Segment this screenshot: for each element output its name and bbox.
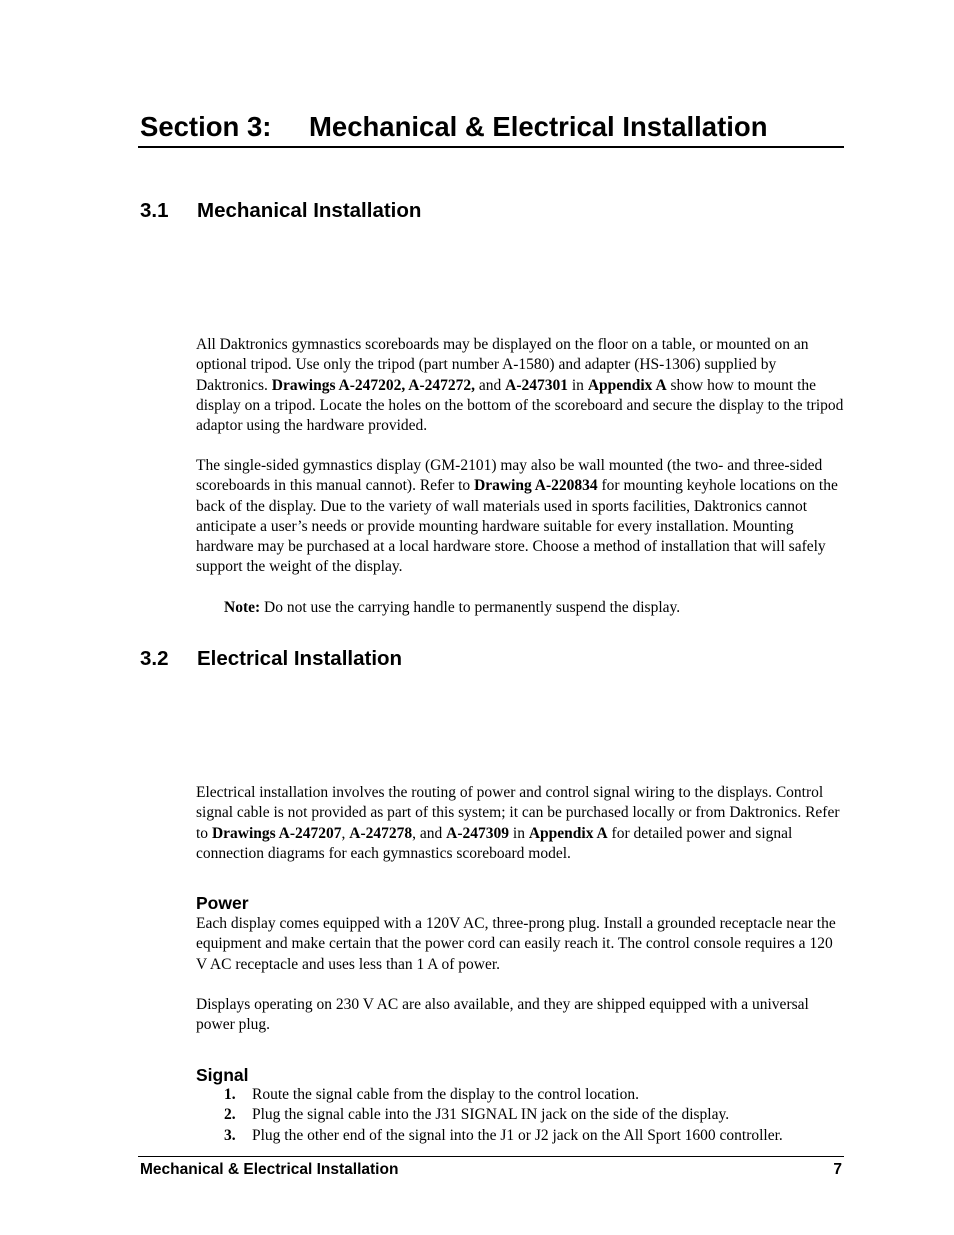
note-label: Note: [224, 599, 261, 616]
note [224, 598, 844, 618]
text-run: Electrical installation involves the routing of power and control signal wiring to the displays. Control signal cable is not provided as part of this system; it can be purchased locally or from Daktronics. Refer to [196, 784, 840, 842]
drawing-reference: A-247301 [505, 376, 568, 394]
heading-text: Mechanical Installation [197, 199, 422, 222]
step-number: 2. [224, 1106, 236, 1124]
heading-number: 3.2 [140, 647, 169, 670]
list-item [224, 1105, 846, 1125]
heading-text: Electrical Installation [197, 647, 403, 670]
electrical-paragraph-intro [196, 783, 846, 864]
text-run: for detailed power and signal connection diagrams for each gymnastics scoreboard model. [196, 824, 793, 862]
step-number: 3. [224, 1126, 236, 1144]
subheading-signal: Signal [196, 1065, 249, 1085]
step-text: Route the signal cable from the display to the control location. [252, 1086, 639, 1103]
page-number: 7 [833, 1161, 842, 1178]
drawing-reference: Drawings A-247207 [211, 824, 342, 842]
text-run: , [341, 824, 350, 842]
power-paragraph-230v: Displays operating on 230 V AC are also available, and they are shipped equipped with a universal power plug. [196, 996, 809, 1034]
text-run: and [475, 376, 506, 394]
step-number: 1. [224, 1086, 236, 1103]
text-run: All Daktronics gymnastics scoreboards may be displayed on the floor on a table, or mounted on an optional tripod. Use only the tripod (part number A-1580) and adapter (HS-1306) supplied by Daktronics. [196, 336, 809, 394]
heading-electrical-installation [140, 647, 402, 671]
title-rule [138, 146, 844, 148]
mechanical-paragraph-wall-mount [196, 456, 846, 578]
section-number: Section 3: [140, 111, 272, 142]
appendix-reference: Appendix A [587, 376, 667, 394]
step-text: Plug the other end of the signal into the J1 or J2 jack on the All Sport 1600 controller. [252, 1126, 783, 1144]
list-item [224, 1126, 846, 1146]
text-run: in [509, 824, 529, 842]
text-run: show how to mount the display on a tripod. Locate the holes on the bottom of the scoreboard and secure the display to the tripod adaptor using the hardware provided. [196, 376, 844, 435]
section-title-text: Mechanical & Electrical Installation [309, 111, 768, 142]
mechanical-paragraph-tripod [196, 335, 846, 436]
footer-title: Mechanical & Electrical Installation [140, 1161, 399, 1178]
appendix-reference: Appendix A [528, 824, 608, 842]
text-run: for mounting keyhole locations on the back of the display. Due to the variety of wall materials used in sports facilities, Daktronics cannot anticipate a user’s needs or provide mounting hardware suitable for every installation. Mounting hardware may be purchased at a local hardware store. Choose a method of installation that will safely support the weight of the display. [196, 477, 838, 576]
subheading-power: Power [196, 893, 249, 913]
list-item [224, 1085, 846, 1105]
signal-steps-list [224, 1085, 846, 1146]
drawing-reference: A-247278 [349, 824, 413, 842]
section-title [140, 111, 768, 143]
power-paragraph-plug: Each display comes equipped with a 120V AC, three-prong plug. Install a grounded receptacle near the equipment and make certain that the power cord can easily reach it. The control console requires a 120 V AC receptacle and uses less than 1 A of power. [196, 915, 836, 973]
heading-mechanical-installation [140, 199, 421, 223]
note-text: Do not use the carrying handle to permanently suspend the display. [260, 599, 681, 616]
footer-rule [138, 1156, 844, 1157]
drawing-reference: A-247309 [446, 824, 510, 842]
text-run: The single-sided gymnastics display (GM-2101) may also be wall mounted (the two- and three-sided scoreboards in this manual cannot). Refer to [196, 457, 823, 495]
text-run: in [568, 376, 588, 394]
drawing-reference: Drawing A-220834 [474, 477, 598, 495]
drawing-reference: Drawings A-247202, A-247272, [271, 376, 475, 394]
heading-number: 3.1 [140, 199, 169, 222]
text-run: , and [412, 824, 447, 842]
step-text: Plug the signal cable into the J31 SIGNAL IN jack on the side of the display. [252, 1106, 730, 1124]
